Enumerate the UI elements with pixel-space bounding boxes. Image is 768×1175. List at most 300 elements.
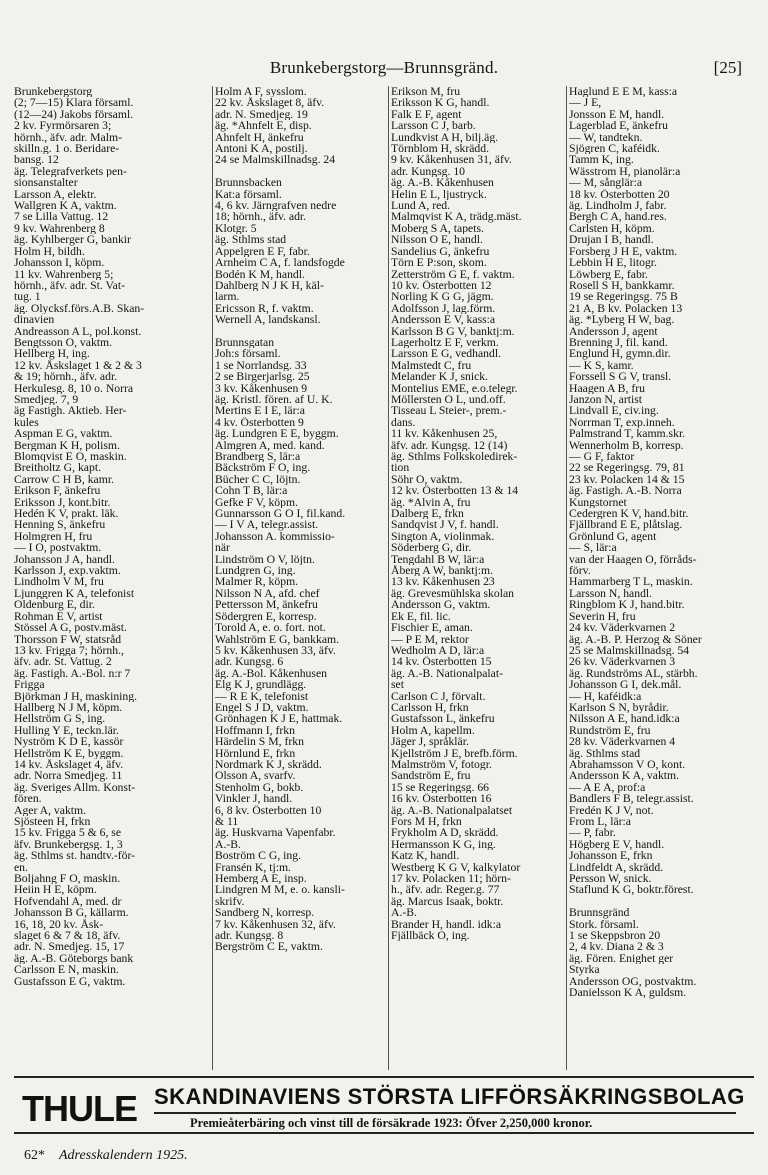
directory-entry: Stenholm G, bokb.: [215, 781, 304, 794]
directory-entry: Nilsson N A, afd. chef: [215, 587, 320, 600]
directory-entry: Wennerholm B, korresp.: [569, 439, 684, 451]
directory-entry: skilln.g. 1 o. Beridare-: [14, 143, 120, 155]
directory-entry: 7 se Lilla Vattug. 12: [14, 211, 109, 223]
directory-entry: — M, sånglär:a: [569, 177, 643, 189]
directory-entry: — J E,: [569, 97, 602, 109]
directory-entry: Malmström V, fotogr.: [391, 758, 492, 771]
directory-entry: Lindholm V M, fru: [14, 576, 104, 588]
directory-entry: Rundström E, fru: [569, 724, 651, 737]
ad-brand: THULE: [22, 1088, 137, 1129]
directory-entry: Falk E F, agent: [391, 108, 462, 121]
directory-entry: Bengtsson O, vaktm.: [14, 336, 113, 349]
directory-entry: Cohn T B, lär:a: [215, 485, 288, 497]
directory-entry: Ringblom K J, hand.bitr.: [569, 599, 685, 611]
directory-entry: äg. Rundströms AL, stärbh.: [569, 667, 698, 680]
directory-entry: Wässtrom H, pianolär:a: [569, 165, 681, 178]
directory-entry: Carrow C H B, kamr.: [14, 473, 114, 486]
directory-entry: Sandberg N, korresp.: [215, 907, 315, 919]
directory-entry: Forssell S G V, transl.: [569, 371, 672, 383]
directory-entry: Pettersson M, änkefru: [215, 599, 318, 611]
directory-entry: Nordmark K J, skrädd.: [215, 758, 322, 771]
directory-entry: Breitholtz G, kapt.: [14, 462, 101, 474]
directory-entry: & 11: [215, 816, 239, 828]
directory-entry: Zetterström G E, f. vaktm.: [391, 268, 515, 280]
directory-entry: [569, 896, 755, 907]
directory-entry: Söhr O, vaktm.: [391, 473, 463, 486]
directory-entry: Boström C G, ing.: [215, 850, 302, 862]
directory-entry: Janzon N, artist: [569, 393, 643, 406]
directory-entry: Lindgren M M, e. o. kansli-: [215, 884, 345, 896]
directory-entry: Johansson J A, handl.: [14, 553, 115, 566]
directory-entry: 16, 18, 20 kv. Åsk-: [14, 918, 104, 931]
directory-entry: tug. 1: [14, 291, 41, 303]
directory-entry: A.-B.: [215, 838, 241, 851]
directory-entry: Andersson G, vaktm.: [391, 599, 491, 611]
directory-entry: Englund H, gymn.dir.: [569, 348, 671, 360]
directory-entry: Brunnsbacken: [215, 177, 282, 189]
ad-bottom-rule: [14, 1132, 754, 1134]
directory-entry: — W, tandtekn.: [569, 131, 643, 144]
directory-entry: Andersson K A, vaktm.: [569, 770, 680, 782]
directory-entry: äg. A.-B. Nationalpalat-: [391, 667, 503, 680]
directory-entry: — H, kaféidk:a: [569, 690, 642, 702]
directory-entry: 22 kv. Åskslaget 8, äfv.: [215, 97, 325, 109]
directory-entry: 24 se Malmskillnadsg. 24: [215, 154, 336, 166]
directory-entry: Fischier E, aman.: [391, 622, 473, 634]
page-title: Brunkebergstorg—Brunnsgränd.: [269, 58, 499, 77]
directory-entry: Antoni K A, postilj.: [215, 143, 308, 155]
directory-entry: Moberg S A, tapets.: [391, 222, 484, 235]
directory-entry: Oldenburg E, dir.: [14, 599, 95, 611]
directory-entry: Andreasson A L, pol.konst.: [14, 325, 142, 337]
directory-entry: Karlson S N, byrådir.: [569, 701, 669, 714]
footer-publication: Adresskalendern 1925.: [59, 1148, 188, 1163]
directory-entry: Severin H, fru: [569, 610, 636, 623]
directory-entry: Malmqvist K A, trädg.mäst.: [391, 211, 522, 223]
directory-entry: Lund A, red.: [391, 200, 451, 212]
directory-entry: Hammarberg T L, maskin.: [569, 576, 693, 588]
directory-entry: Hermansson K G, ing.: [391, 838, 496, 851]
directory-entry: 2 kv. Fyrmörsaren 3;: [14, 120, 112, 132]
directory-entry: hörnh., äfv. adr. St. Vat-: [14, 279, 126, 292]
directory-entry: Möllersten O L, und.off.: [391, 393, 506, 406]
directory-entry: Fransén K, tj:m.: [215, 861, 291, 874]
directory-entry: Holm A, kapellm.: [391, 724, 475, 737]
directory-entry: 4, 6 kv. Järngrafven nedre: [215, 200, 337, 212]
directory-entry: 3 kv. Kåkenhusen 9: [215, 382, 308, 394]
directory-entry: Frykholm A D, skrädd.: [391, 827, 499, 839]
directory-entry: Sandqvist J V, f. handl.: [391, 519, 499, 531]
directory-entry: när: [215, 542, 230, 554]
directory-entry: 25 se Malmskillnadsg. 54: [569, 644, 690, 657]
directory-entry: Bergh C A, hand.res.: [569, 211, 667, 223]
directory-entry: — I O, postvaktm.: [14, 542, 102, 554]
directory-entry: — P, fabr.: [569, 827, 616, 839]
directory-entry: äg. Telegrafverkets pen-: [14, 165, 127, 178]
directory-entry: äg. Sthlms stad: [215, 234, 287, 246]
directory-entry: Olsson A, svarfv.: [215, 770, 296, 782]
directory-entry: Forsberg J H E, vaktm.: [569, 245, 678, 258]
directory-entry: 11 kv. Wahrenberg 5;: [14, 268, 114, 280]
directory-entry: Holm H, bildh.: [14, 245, 85, 258]
directory-entry: Lindfeldt A, skrädd.: [569, 861, 664, 874]
directory-entry: Ek E, fil. lic.: [391, 610, 451, 623]
directory-entry: dinavien: [14, 314, 55, 326]
ad-slogan: SKANDINAVIENS STÖRSTA LIFFÖRSÄKRINGSBOLAG: [154, 1084, 745, 1109]
directory-entry: Norling K G G, jägm.: [391, 291, 494, 303]
directory-entry: Törn E P:son, skom.: [391, 257, 487, 269]
directory-entry: — A E A, prof:a: [569, 781, 646, 794]
directory-entry: 11 kv. Kåkenhusen 25,: [391, 428, 498, 440]
directory-entry: äg. A.-B. Kåkenhusen: [391, 177, 494, 189]
directory-entry: äg. Sveriges Allm. Konst-: [14, 781, 136, 794]
directory-entry: Andersson J, agent: [569, 325, 658, 337]
directory-entry: Brandberg S, lär:a: [215, 451, 301, 463]
directory-entry: 23 kv. Polacken 14 & 15: [569, 473, 685, 486]
directory-entry: Lindvall E, civ.ing.: [569, 405, 659, 417]
directory-entry: Fors M H, frkn: [391, 816, 462, 828]
directory-entry: Erikson M, fru: [391, 86, 461, 98]
directory-entry: Johansson G I, dek.mål.: [569, 679, 682, 691]
directory-entry: äg. Lindholm J, fabr.: [569, 200, 667, 212]
directory-entry: Bandlers F B, telegr.assist.: [569, 793, 694, 805]
directory-entry: Nilsson O E, handl.: [391, 234, 483, 246]
directory-entry: 18; hörnh., äfv. adr.: [215, 211, 307, 223]
directory-entry: Björkman J H, maskining.: [14, 690, 138, 702]
directory-entry: Bäckström F O, ing.: [215, 462, 311, 474]
directory-entry: Johansson I, köpm.: [14, 257, 105, 269]
directory-entry: Rohman E V, artist: [14, 610, 103, 623]
directory-entry: äg. Fastigh. A.-B. Norra: [569, 485, 682, 497]
directory-entry: Johansson B G, källarm.: [14, 907, 129, 919]
directory-entry: adr. Norra Smedjeg. 11: [14, 770, 123, 782]
directory-entry: — R E K, telefonist: [215, 690, 309, 702]
directory-entry: äg. A.-B. Göteborgs bank: [14, 952, 134, 965]
directory-entry: Norrman T, exp.inneh.: [569, 416, 675, 429]
directory-entry: Löwberg E, fabr.: [569, 268, 648, 280]
directory-entry: Bergman K H, polism.: [14, 439, 120, 451]
directory-entry: Joh:s församl.: [215, 348, 281, 360]
directory-entry: Hoffmann I, frkn: [215, 724, 295, 737]
directory-entry: äg. Marcus Isaak, boktr.: [391, 895, 504, 908]
directory-entry: Thorsson F W, statsråd: [14, 633, 122, 645]
directory-entry: 15 se Regeringsg. 66: [391, 781, 490, 794]
directory-entry: Bodén K M, handl.: [215, 268, 305, 280]
directory-entry: Blomqvist E O, maskin.: [14, 451, 127, 463]
directory-entry: Staflund K G, boktr.förest.: [569, 884, 694, 896]
directory-entry: Eriksson K G, handl.: [391, 97, 490, 109]
directory-entry: Lindström O V, löjtn.: [215, 553, 315, 566]
directory-entry: äfv. adr. Kungsg. 12 (14): [391, 439, 508, 451]
directory-entry: (12—24) Jakobs församl.: [14, 108, 134, 121]
directory-entry: Kungstornet: [569, 496, 627, 509]
directory-entry: fören.: [14, 793, 42, 805]
directory-entry: Holm A F, sysslom.: [215, 86, 307, 98]
directory-entry: Carlson C J, förvalt.: [391, 690, 486, 702]
directory-entry: Erikson F, änkefru: [14, 485, 101, 497]
directory-entry: Stork. församl.: [569, 918, 639, 931]
directory-entry: äg. Sthlms stad: [569, 747, 641, 759]
directory-entry: Sjögren C, kaféidk.: [569, 143, 660, 155]
directory-entry: Dahlberg N J K H, käl-: [215, 279, 324, 292]
directory-entry: Gefke F V, köpm.: [215, 496, 299, 509]
directory-entry: — P E M, rektor: [391, 633, 469, 645]
directory-entry: äg. A.-Bol. Kåkenhusen: [215, 667, 327, 680]
directory-entry: 16 kv. Österbotten 16: [391, 793, 492, 805]
directory-entry: Andersson OG, postvaktm.: [569, 975, 697, 988]
directory-entry: Haagen A B, fru: [569, 382, 645, 394]
directory-entry: bansg. 12: [14, 154, 59, 166]
directory-entry: dans.: [391, 416, 416, 429]
directory-entry: äg. Sthlms Folkskoledirek-: [391, 451, 518, 463]
directory-entry: [215, 166, 385, 177]
directory-entry: Ahnfelt H, änkefru: [215, 131, 304, 144]
directory-entry: Lagerblad E, änkefru: [569, 120, 668, 132]
directory-entry: Helin E L, ljustryck.: [391, 188, 487, 201]
directory-entry: Haglund E E M, kass:a: [569, 86, 678, 98]
directory-entry: förv.: [569, 565, 591, 577]
directory-entry: äfv. adr. St. Vattug. 2: [14, 656, 112, 668]
directory-entry: Malmstedt C, fru: [391, 359, 472, 372]
directory-entry: Sington A, violinmak.: [391, 530, 495, 543]
directory-entry: — I V A, telegr.assist.: [215, 519, 319, 531]
directory-entry: sionsanstalter: [14, 177, 78, 189]
directory-entry: Stössel A G, postv.mäst.: [14, 622, 127, 634]
directory-entry: 13 kv. Kåkenhusen 23: [391, 576, 495, 588]
directory-entry: A.-B.: [391, 907, 417, 919]
directory-entry: Bergström C E, vaktm.: [215, 941, 323, 953]
directory-entry: adr. Kungsg. 6: [215, 656, 284, 668]
directory-entry: — G F, faktor: [569, 451, 635, 463]
directory-entry: h., äfv. adr. Reger.g. 77: [391, 884, 500, 896]
directory-entry: 28 kv. Väderkvarnen 4: [569, 736, 676, 748]
directory-entry: 12 kv. Åskslaget 1 & 2 & 3: [14, 359, 142, 372]
directory-entry: Gustafsson E G, vaktm.: [14, 975, 126, 988]
directory-entry: adr. N. Smedjeg. 15, 17: [14, 941, 125, 953]
directory-entry: 4 kv. Österbotten 9: [215, 416, 304, 429]
directory-entry: Larsson N, handl.: [569, 587, 653, 600]
directory-entry: kules: [14, 416, 39, 429]
directory-entry: Lebbin H E, litogr.: [569, 257, 657, 269]
directory-entry: adr. Kungsg. 8: [215, 930, 284, 942]
directory-entry: äg. A.-B. P. Herzog & Söner: [569, 633, 702, 645]
directory-entry: Fjällbrand E E, plåtslag.: [569, 519, 683, 531]
directory-entry: Carlsson E N, maskin.: [14, 964, 119, 976]
directory-entry: Karlsson J, exp.vaktm.: [14, 565, 121, 577]
directory-entry: Smedjeg. 7, 9: [14, 393, 79, 406]
directory-entry: Vinkler J, handl.: [215, 793, 293, 805]
directory-entry: 19 se Regeringsg. 75 B: [569, 291, 678, 303]
directory-entry: 22 se Regeringsg. 79, 81: [569, 462, 685, 474]
directory-entry: Södergren E, korresp.: [215, 610, 317, 623]
directory-entry: tion: [391, 462, 410, 474]
directory-entry: Törnblom H, skrädd.: [391, 143, 490, 155]
directory-entry: slaget 6 & 7 & 18, äfv.: [14, 930, 121, 942]
directory-entry: äg. Lundgren E E, byggm.: [215, 428, 339, 440]
directory-entry: [215, 326, 385, 337]
directory-entry: Rosell S H, bankkamr.: [569, 279, 675, 292]
directory-entry: larm.: [215, 291, 240, 303]
directory-entry: äg. Fören. Enighet ger: [569, 952, 674, 965]
directory-entry: Sjösteen H, frkn: [14, 816, 91, 828]
directory-entry: Hallberg N J M, köpm.: [14, 701, 123, 714]
directory-entry: van der Haagen O, förråds-: [569, 553, 697, 566]
directory-entry: Katz K, handl.: [391, 850, 460, 862]
directory-entry: äg. A.-B. Nationalpalatset: [391, 804, 513, 816]
directory-entry: Sandström E, fru: [391, 770, 471, 782]
column-4: [566, 86, 758, 1070]
directory-entry: Tamm K, ing.: [569, 154, 634, 166]
directory-entry: äg. Sthlms st. handtv.-för-: [14, 850, 136, 862]
directory-entry: 21 A, B kv. Polacken 13: [569, 302, 683, 315]
directory-entry: skrifv.: [215, 895, 245, 908]
directory-entry: Dalberg E, frkn: [391, 508, 464, 520]
directory-entry: 1 se Skeppsbron 20: [569, 930, 661, 942]
directory-entry: äg. Kyhlberger G, bankir: [14, 234, 131, 246]
directory-entry: Tengdahl B W, lär:a: [391, 553, 485, 566]
directory-entry: Brunkebergstorg: [14, 86, 93, 98]
directory-entry: Henning S, änkefru: [14, 519, 106, 531]
directory-entry: Elg K J, grundlägg.: [215, 679, 307, 691]
directory-entry: 9 kv. Kåkenhusen 31, äfv.: [391, 154, 512, 166]
directory-entry: Tisseau L Steier-, prem.-: [391, 405, 507, 417]
directory-entry: — K S, kamr.: [569, 359, 634, 372]
directory-entry: Herkulesg. 8, 10 o. Norra: [14, 382, 134, 394]
ad-subline: Premieåterbäring och vinst till de försäkrade 1923: Öfver 2,250,000 kronor.: [190, 1116, 593, 1130]
directory-entry: Hellberg H, ing.: [14, 348, 90, 360]
directory-entry: Carlsson H, frkn: [391, 701, 469, 714]
directory-entry: Nyström K D E, kassör: [14, 736, 124, 748]
directory-entry: äg. *Alvin A, fru: [391, 496, 471, 509]
directory-entry: Hellström K E, byggm.: [14, 747, 124, 759]
directory-entry: Ericsson R, f. vaktm.: [215, 302, 314, 315]
directory-entry: adr. Kungsg. 10: [391, 165, 466, 178]
directory-entry: Brunnsgatan: [215, 336, 275, 349]
directory-entry: & 19; hörnh., äfv. adr.: [14, 371, 118, 383]
page-number: [25]: [713, 58, 742, 77]
directory-entry: Bücher C C, löjtn.: [215, 473, 301, 486]
directory-entry: hörnh., äfv. adr. Malm-: [14, 131, 122, 144]
directory-entry: 14 kv. Österbotten 15: [391, 656, 492, 668]
directory-entry: äg. Grevesmühlska skolan: [391, 587, 515, 600]
directory-entry: Cedergren K V, hand.bitr.: [569, 508, 689, 520]
directory-entry: Styrka: [569, 964, 600, 976]
directory-entry: Larsson C J, barb.: [391, 120, 476, 132]
page-header: [0, 58, 768, 80]
directory-entry: set: [391, 679, 404, 691]
directory-entry: adr. N. Smedjeg. 19: [215, 108, 308, 121]
directory-entry: Holmgren H, fru: [14, 530, 93, 543]
directory-entry: Danielsson K A, guldsm.: [569, 987, 687, 999]
directory-entry: Fjällbäck O, ing.: [391, 930, 470, 942]
directory-entry: Lundkvist A H, bilj.äg.: [391, 131, 499, 144]
directory-entry: Melander K J, snick.: [391, 371, 489, 383]
directory-entry: Abrahamsson V O, kont.: [569, 758, 686, 771]
directory-entry: 2, 4 kv. Diana 2 & 3: [569, 941, 664, 953]
directory-entry: Larsson E G, vedhandl.: [391, 348, 502, 360]
directory-entry: 14 kv. Åskslaget 4, äfv.: [14, 758, 124, 771]
directory-entry: Grönhagen K J E, hattmak.: [215, 713, 343, 725]
directory-entry: 9 kv. Wahrenberg 8: [14, 222, 105, 235]
directory-entry: Mertins E I E, lär:a: [215, 405, 305, 417]
directory-entry: 7 kv. Kåkenhusen 32, äfv.: [215, 918, 336, 931]
directory-entry: Larsson A, elektr.: [14, 188, 97, 201]
directory-entry: Wedholm A D, lär:a: [391, 644, 485, 657]
directory-entry: Härdelin S M, frkn: [215, 736, 304, 748]
directory-entry: 17 kv. Polacken 11; hörn-: [391, 873, 511, 885]
directory-entry: Gunnarsson G O I, fil.kand.: [215, 508, 346, 520]
ad-divider: [154, 1112, 736, 1114]
directory-entry: Johansson E, frkn: [569, 850, 653, 862]
directory-entry: Hörnlund E, frkn: [215, 747, 296, 759]
directory-entry: Brander H, handl. idk:a: [391, 918, 502, 931]
directory-entry: äg. Huskvarna Vapenfabr.: [215, 827, 336, 839]
directory-entry: Aspman E G, vaktm.: [14, 428, 113, 440]
directory-entry: Adolfsson J, lag.förm.: [391, 302, 496, 315]
directory-entry: Karlsson B G V, banktj:m.: [391, 325, 515, 337]
directory-entry: (2; 7—15) Klara församl.: [14, 97, 134, 109]
directory-entry: Hemberg A E, insp.: [215, 873, 307, 885]
column-1: [14, 86, 212, 1070]
directory-entry: Brunnsgränd: [569, 907, 630, 919]
directory-entry: Eriksson J, kont.bitr.: [14, 496, 111, 509]
directory-entry: Klotgr. 5: [215, 222, 257, 235]
directory-entry: Heiin H E, köpm.: [14, 884, 97, 896]
directory-entry: Montelius EME, e.o.telegr.: [391, 382, 518, 394]
directory-entry: Lagerholtz E F, verkm.: [391, 336, 499, 349]
directory-entry: äg. Olycksf.förs.A.B. Skan-: [14, 302, 145, 315]
directory-entry: 26 kv. Väderkvarnen 3: [569, 656, 676, 668]
directory-entry: Westberg K G V, kalkylator: [391, 861, 521, 874]
directory-entry: From L, lär:a: [569, 816, 631, 828]
directory-entry: äg Fastigh. Aktieb. Her-: [14, 405, 127, 417]
directory-entry: Nilsson A E, hand.idk:a: [569, 713, 680, 725]
column-2: [212, 86, 388, 1070]
directory-entry: en.: [14, 861, 28, 874]
directory-entry: Hedén K V, prakt. läk.: [14, 508, 119, 520]
directory-entry: Drujan I B, handl.: [569, 234, 654, 246]
directory-entry: äg. Fastigh. A.-Bol. n:r 7: [14, 667, 131, 680]
directory-entry: äg. *Lyberg H W, bag.: [569, 314, 675, 326]
footer-page-label: 62*: [24, 1148, 45, 1163]
directory-entry: Wernell A, landskansl.: [215, 314, 321, 326]
directory-entry: 10 kv. Österbotten 12: [391, 279, 492, 292]
directory-entry: äfv. Brunkebergsg. 1, 3: [14, 838, 123, 851]
directory-entry: Gustafsson L, änkefru: [391, 713, 495, 725]
directory-columns: [14, 86, 758, 1070]
advertisement: [14, 1076, 754, 1134]
directory-entry: Johansson A. kommissio-: [215, 530, 335, 543]
directory-entry: Persson W, snick.: [569, 873, 652, 885]
directory-entry: Brenning J, fil. kand.: [569, 336, 668, 349]
directory-entry: Lundgren G, ing.: [215, 565, 296, 577]
directory-entry: 24 kv. Väderkvarnen 2: [569, 622, 676, 634]
directory-entry: 15 kv. Frigga 5 & 6, se: [14, 827, 122, 839]
directory-entry: 6, 8 kv. Österbotten 10: [215, 804, 322, 816]
directory-entry: Frigga: [14, 679, 45, 691]
directory-entry: Kat:a församl.: [215, 188, 282, 201]
directory-entry: äg. Kristl. fören. af U. K.: [215, 393, 333, 406]
directory-entry: 18 kv. Österbotten 20: [569, 188, 670, 201]
directory-entry: Fredén K J V, not.: [569, 804, 654, 816]
directory-entry: Hulling Y E, teckn.lär.: [14, 724, 119, 737]
directory-entry: Ager A, vaktm.: [14, 804, 87, 816]
directory-entry: Wahlström E G, bankkam.: [215, 633, 340, 645]
directory-entry: Sandelius G, änkefru: [391, 245, 490, 258]
directory-entry: Arnheim C A, f. landsfogde: [215, 257, 345, 269]
directory-entry: Hellström G S, ing.: [14, 713, 106, 725]
directory-entry: Jäger J, språklär.: [391, 736, 469, 748]
